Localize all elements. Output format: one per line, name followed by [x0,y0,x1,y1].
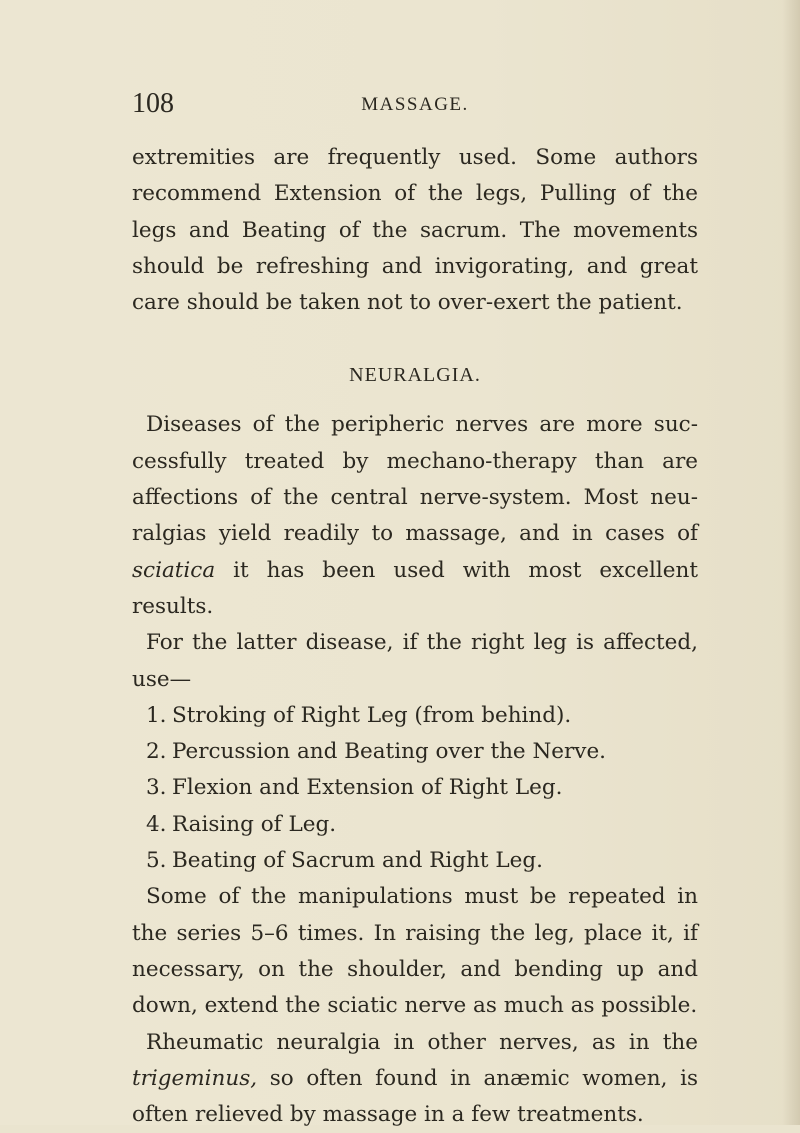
text-span: it has been used with most excellent [215,557,698,583]
section-title: NEURALGIA. [349,364,481,387]
text-line: affections of the central nerve-system. Most neu- [132,485,698,511]
text-line: Diseases of the peripheric nerves are more suc- [146,412,698,438]
text-line: Rheumatic neuralgia in other nerves, as in the [146,1029,698,1055]
paragraph-rheumatic-neuralgia [132,1025,698,1133]
text-line: extremities are frequently used. Some authors [132,145,698,170]
text-line: cessfully treated by mechano-therapy than are [132,448,698,474]
text-line: For the latter disease, if the right leg is affected, [146,630,698,656]
list-number: 1. [146,702,167,728]
text-line: down, extend the sciatic nerve as much as possible. [132,993,698,1019]
list-number: 4. [146,811,167,837]
list-item [132,698,698,734]
paragraph-continuation [132,140,698,321]
text-line: necessary, on the shoulder, and bending up and [132,956,698,982]
page-number: 108 [132,88,174,119]
text-line: legs and Beating of the sacrum. The movements [132,217,698,243]
list-text: Beating of Sacrum and Right Leg. [172,848,543,874]
text-line: use— [132,666,192,692]
list-text: Percussion and Beating over the Nerve. [172,739,607,765]
list-text: Raising of Leg. [172,811,337,837]
running-head: MASSAGE. [361,94,469,115]
text-span: so often found in anæmic women, is [257,1065,698,1091]
text-line: recommend Extension of the legs, Pulling of the [132,181,698,207]
list-text: Flexion and Extension of Right Leg. [172,775,563,801]
text-line: should be refreshing and invigorating, and great [132,253,698,279]
list-item [132,770,698,806]
list-item [132,807,698,843]
list-text: Stroking of Right Leg (from behind). [172,702,572,728]
list-item [132,734,698,770]
page-edge-shadow [782,0,800,1125]
paragraph-manipulations [132,879,698,1024]
body-text [132,140,698,1133]
text-line: Some of the manipulations must be repeated in [146,884,698,910]
page-header [132,88,698,124]
text-line: results. [132,593,214,619]
text-line: the series 5–6 times. In raising the leg, place it, if [132,920,698,946]
list-item [132,843,698,879]
text-line [132,1061,698,1097]
text-line: often relieved by massage in a few treatments. [132,1102,644,1128]
text-line [132,553,698,589]
list-number: 3. [146,775,167,801]
list-number: 5. [146,848,167,874]
numbered-list [132,698,698,879]
text-line: care should be taken not to over-exert the patient. [132,290,683,316]
italic-term: sciatica [132,557,216,583]
text-line: ralgias yield readily to massage, and in cases of [132,521,698,547]
paragraph-neuralgia-intro [132,407,698,625]
paragraph-sciatica-use [132,625,698,698]
italic-term: trigeminus, [132,1065,258,1091]
list-number: 2. [146,739,167,765]
